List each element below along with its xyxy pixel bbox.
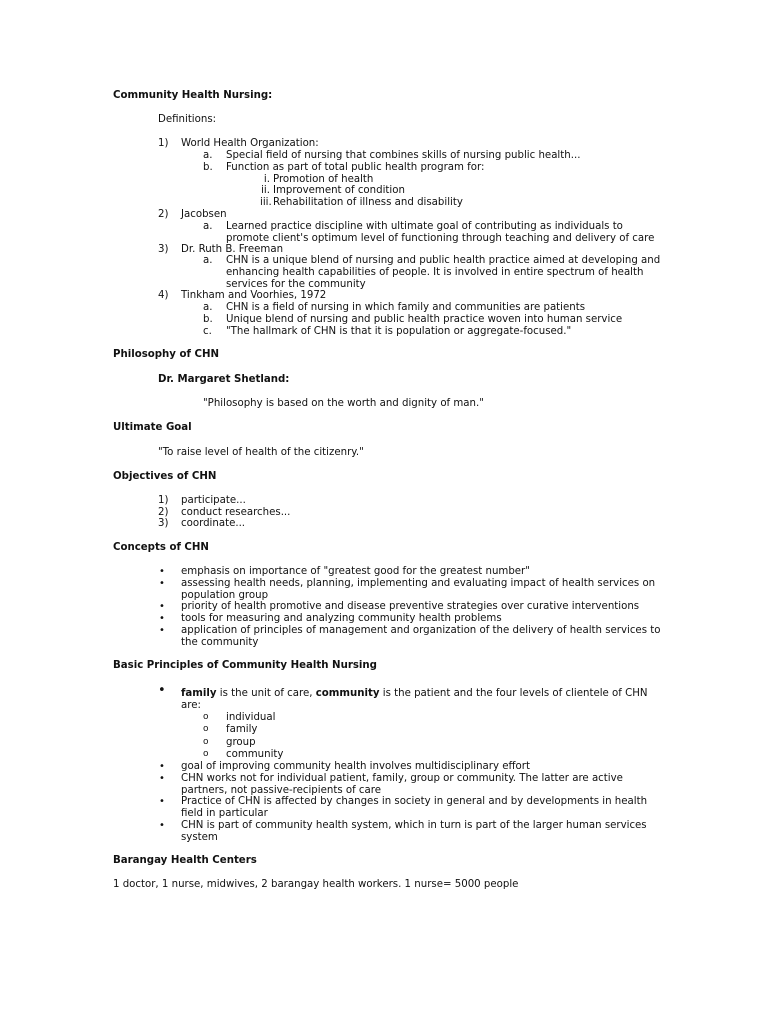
principle-line: system bbox=[181, 832, 218, 843]
term-community: community bbox=[315, 688, 380, 699]
def-name: Dr. Ruth B. Freeman bbox=[181, 244, 284, 255]
section-heading-ultimate-goal: Ultimate Goal bbox=[113, 422, 192, 433]
def-item-text: Function as part of total public health program for: bbox=[226, 162, 485, 173]
bullet-icon: • bbox=[159, 613, 165, 624]
roman-text: Rehabilitation of illness and disability bbox=[273, 197, 463, 208]
clientele-level: family bbox=[226, 724, 258, 735]
principle-text: is the patient and the four levels of clientele of CHN bbox=[379, 688, 648, 699]
def-item-mark: a. bbox=[203, 150, 213, 161]
circle-bullet-icon: o bbox=[203, 724, 209, 734]
section-heading-objectives: Objectives of CHN bbox=[113, 471, 217, 482]
principle-line: Practice of CHN is affected by changes in society in general and by developments in health bbox=[181, 796, 648, 807]
philosophy-quote: "Philosophy is based on the worth and dignity of man." bbox=[203, 398, 484, 409]
concept-line: the community bbox=[181, 637, 259, 648]
bullet-icon: • bbox=[159, 625, 165, 636]
principle-line: field in particular bbox=[181, 808, 268, 819]
def-item-line: enhancing health capabilities of people. It is involved in entire spectrum of health bbox=[226, 267, 644, 278]
def-num: 4) bbox=[158, 290, 169, 301]
roman-text: Improvement of condition bbox=[273, 185, 405, 196]
principle-line: partners, not passive-recipients of care bbox=[181, 785, 381, 796]
bullet-icon: • bbox=[159, 566, 165, 577]
def-name: Jacobsen bbox=[181, 209, 227, 220]
def-item-line: CHN is a unique blend of nursing and public health practice aimed at developing and bbox=[226, 255, 661, 266]
def-item-line: services for the community bbox=[226, 279, 366, 290]
principle-line: CHN works not for individual patient, family, group or community. The latter are active bbox=[181, 773, 623, 784]
def-item-line: Learned practice discipline with ultimate goal of contributing as individuals to bbox=[226, 221, 623, 232]
bullet-icon: • bbox=[159, 796, 165, 807]
roman-text: Promotion of health bbox=[273, 174, 374, 185]
def-item-line: promote client's optimum level of functioning through teaching and delivery of care bbox=[226, 233, 655, 244]
roman-mark: iii. bbox=[260, 197, 272, 208]
def-item-mark: a. bbox=[203, 302, 213, 313]
bullet-icon: • bbox=[158, 683, 166, 698]
clientele-level: community bbox=[226, 749, 284, 760]
concept-line: tools for measuring and analyzing community health problems bbox=[181, 613, 502, 624]
page-title: Community Health Nursing: bbox=[113, 90, 273, 101]
principle-line: goal of improving community health involves multidisciplinary effort bbox=[181, 761, 530, 772]
objective-text: conduct researches... bbox=[181, 507, 291, 518]
bullet-icon: • bbox=[159, 601, 165, 612]
roman-mark: ii. bbox=[261, 185, 270, 196]
ultimate-goal-text: "To raise level of health of the citizenry." bbox=[158, 447, 364, 458]
concept-line: priority of health promotive and disease preventive strategies over curative interventions bbox=[181, 601, 640, 612]
def-item-mark: b. bbox=[203, 314, 213, 325]
objective-num: 3) bbox=[158, 518, 169, 529]
objective-text: participate... bbox=[181, 495, 246, 506]
objective-text: coordinate... bbox=[181, 518, 246, 529]
section-heading-philosophy: Philosophy of CHN bbox=[113, 349, 220, 360]
def-num: 3) bbox=[158, 244, 169, 255]
clientele-level: individual bbox=[226, 712, 276, 723]
concept-line: assessing health needs, planning, implementing and evaluating impact of health services on bbox=[181, 578, 656, 589]
section-heading-principles: Basic Principles of Community Health Nursing bbox=[113, 660, 377, 671]
definitions-label: Definitions: bbox=[158, 114, 217, 125]
bullet-icon: • bbox=[159, 773, 165, 784]
bullet-icon: • bbox=[159, 578, 165, 589]
def-item-text: CHN is a field of nursing in which family and communities are patients bbox=[226, 302, 586, 313]
philosophy-person: Dr. Margaret Shetland: bbox=[158, 374, 290, 385]
bullet-icon: • bbox=[159, 761, 165, 772]
def-item-mark: b. bbox=[203, 162, 213, 173]
section-heading-concepts: Concepts of CHN bbox=[113, 542, 209, 553]
def-name: World Health Organization: bbox=[181, 138, 319, 149]
principle-text: is the unit of care, bbox=[216, 688, 316, 699]
def-item-mark: a. bbox=[203, 255, 213, 266]
clientele-level: group bbox=[226, 737, 256, 748]
concept-line: population group bbox=[181, 590, 269, 601]
barangay-text: 1 doctor, 1 nurse, midwives, 2 barangay health workers. 1 nurse= 5000 people bbox=[113, 879, 519, 890]
def-num: 1) bbox=[158, 138, 169, 149]
roman-mark: i. bbox=[263, 174, 270, 185]
concept-line: emphasis on importance of "greatest good for the greatest number" bbox=[181, 566, 530, 577]
def-name: Tinkham and Voorhies, 1972 bbox=[181, 290, 327, 301]
def-item-text: Special field of nursing that combines skills of nursing public health... bbox=[226, 150, 581, 161]
circle-bullet-icon: o bbox=[203, 749, 209, 759]
def-item-mark: c. bbox=[203, 326, 212, 337]
principle-line: CHN is part of community health system, which in turn is part of the larger human services bbox=[181, 820, 647, 831]
objective-num: 1) bbox=[158, 495, 169, 506]
principle-first-line bbox=[181, 688, 648, 700]
section-heading-barangay: Barangay Health Centers bbox=[113, 855, 257, 866]
principle-line: are: bbox=[181, 700, 201, 711]
def-item-text: Unique blend of nursing and public health practice woven into human service bbox=[226, 314, 623, 325]
term-family: family bbox=[181, 688, 217, 699]
def-num: 2) bbox=[158, 209, 169, 220]
objective-num: 2) bbox=[158, 507, 169, 518]
concept-line: application of principles of management and organization of the delivery of health services to bbox=[181, 625, 661, 636]
circle-bullet-icon: o bbox=[203, 712, 209, 722]
def-item-text: "The hallmark of CHN is that it is population or aggregate-focused." bbox=[226, 326, 572, 337]
bullet-icon: • bbox=[159, 820, 165, 831]
circle-bullet-icon: o bbox=[203, 737, 209, 747]
def-item-mark: a. bbox=[203, 221, 213, 232]
